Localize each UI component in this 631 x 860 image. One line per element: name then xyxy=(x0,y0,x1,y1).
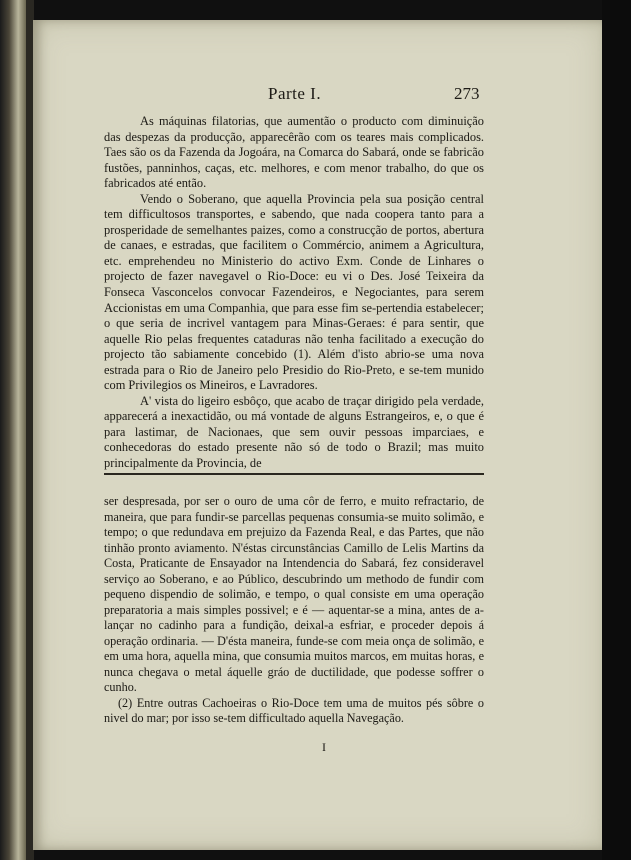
footnote-2: (2) Entre outras Cachoeiras o Rio-Doce tem uma de muitos pés sôbre o nivel do mar; por isso se-tem difficultado aquella Navegação. xyxy=(104,695,484,725)
left-page-edge xyxy=(0,0,26,860)
running-title: Parte I. xyxy=(268,84,322,103)
page-number: 273 xyxy=(454,84,480,103)
footnote-continuation: ser despresada, por ser o ouro de uma côr de ferro, e muito refractario, de maneira, que para fundir-se parcellas pequenas consumia-se muito solimão, e tempo; o que redundava em prejuizo da Fazenda Real, e das Partes, que não tinhão pronto aviamento. N'éstas circunstâncias Camillo de Lelis Martins da Costa, Praticante de Ensayador na Intendencia do Sabará, fez consideravel serviço ao Soberano, e ao Público, descubrindo um methodo de fundir com pequeno dispendio de solimão, e tempo, o qual consiste em uma operação preparatoria a mais simples possivel; e é — aquentar-se a mina, antes de a-lançar no cadinho para a fundição, deixal-a esfriar, e proceder depois á operação ordinaria. — D'ésta maneira, funde-se com meia onça de solimão, e em uma hora, aquella mina, que consumia muitos marcos, em muitas horas, e nunca chegava o metal áquelle gráo de ductilidade, que podesse soffrer o cunho. xyxy=(104,494,484,694)
page-header xyxy=(240,84,490,106)
paragraph: As máquinas filatorias, que aumentão o producto com diminuição das despezas da producção, apparecêrão com os teares mais complicados. Taes são os da Fazenda da Jogoára, na Comarca do Sabará, onde se fabricão fustões, panninhos, caças, etc. melhores, e com menor trabalho, do que os fabricados até então. xyxy=(104,114,484,191)
footnote-divider xyxy=(104,473,484,475)
signature-mark: I xyxy=(322,740,326,754)
main-text xyxy=(104,114,484,472)
footnotes xyxy=(104,494,484,727)
paragraph: A' vista do ligeiro esbôço, que acabo de traçar dirigido pela verdade, apparecerá a inexactidão, ou má vontade de alguns Estrangeiros, e, o que é para lastimar, de Nacionaes, que sem ouvir pessoas imparciaes, e conhecedoras do estado presente não só de todo o Brazil; mas muito principalmente da Provincia, de xyxy=(104,393,484,471)
paragraph: Vendo o Soberano, que aquella Provincia pela sua posição central tem difficultosos transportes, e sabendo, que nada coopera tanto para a prosperidade de semelhantes paizes, como a construcção de portos, abertura de canaes, e estradas, que facilitem o Commércio, animem a Agricultura, etc. emprehendeu no Ministerio do activo Exm. Conde de Linhares o projecto de fazer navegavel o Rio-Doce: eu vi o Des. José Teixeira da Fonseca Vasconcelos convocar Fazendeiros, e Negociantes, para serem Accionistas em uma Companhia, que para esse fim se-pertendia estabelecer; o que seria de incrivel vantagem para Minas-Geraes: é para sentir, que aquelle Rio pelas frequentes cataduras não tenha facilitado a execução do projecto tão sabiamente concebido (1). Além d'isto abrio-se uma nova estrada para o Rio de Janeiro pelo Presidio do Rio-Preto, e se-tem munido com Privilegios os Mineiros, e Lavradores. xyxy=(104,191,484,393)
right-background xyxy=(602,0,631,860)
